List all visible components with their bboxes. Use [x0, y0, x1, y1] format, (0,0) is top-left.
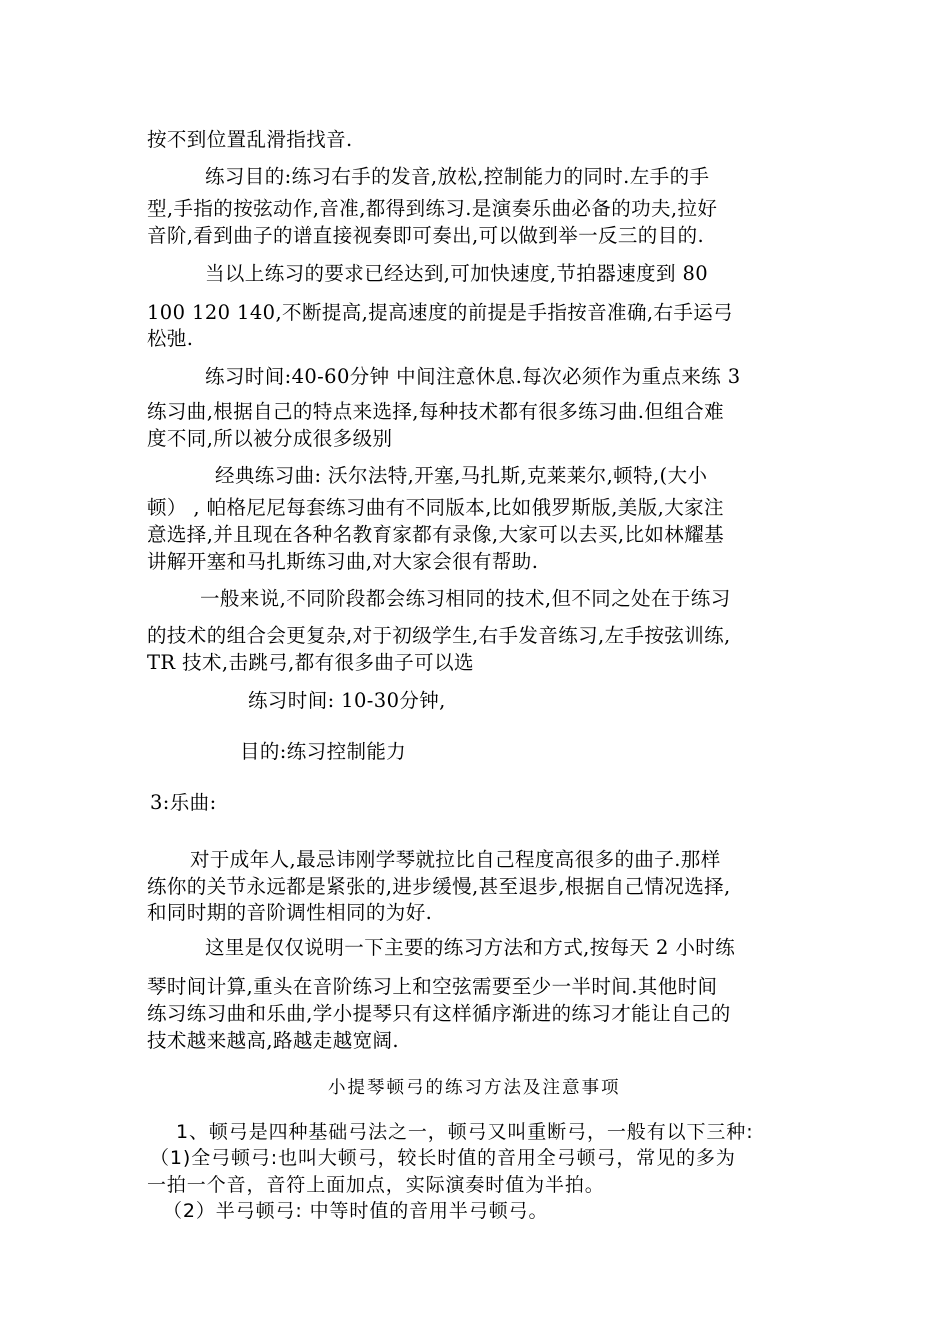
body-line: 当以上练习的要求已经达到,可加快速度,节拍器速度到 80 — [205, 262, 709, 285]
body-line: TR 技术,击跳弓,都有很多曲子可以选 — [147, 651, 474, 674]
bold-line: （1)全弓顿弓:也叫大顿弓，较长时值的音用全弓顿弓，常见的多为 — [150, 1147, 736, 1169]
body-line: 这里是仅仅说明一下主要的练习方法和方式,按每天 2 小时练 — [205, 936, 736, 959]
body-line: 练习时间: 10-30分钟, — [248, 689, 446, 712]
body-line: 练习曲,根据自己的特点来选择,每种技术都有很多练习曲.但组合难 — [147, 400, 724, 423]
body-line: 意选择,并且现在各种名教育家都有录像,大家可以去买,比如林耀基 — [147, 523, 724, 546]
body-line: 练你的关节永远都是紧张的,进步缓慢,甚至退步,根据自己情况选择, — [147, 875, 731, 898]
body-line: 音阶,看到曲子的谱直接视奏即可奏出,可以做到举一反三的目的. — [147, 224, 705, 247]
body-line: 讲解开塞和马扎斯练习曲,对大家会很有帮助. — [147, 550, 539, 573]
body-line: 琴时间计算,重头在音阶练习上和空弦需要至少一半时间.其他时间 — [147, 975, 718, 998]
body-line: 练习练习曲和乐曲,学小提琴只有这样循序渐进的练习才能让自己的 — [147, 1002, 731, 1025]
body-line: 按不到位置乱滑指找音. — [147, 128, 353, 151]
bold-line: （2）半弓顿弓: 中等时值的音用半弓顿弓。 — [163, 1200, 549, 1222]
body-line: 3:乐曲: — [150, 791, 217, 814]
body-line: 型,手指的按弦动作,音准,都得到练习.是演奏乐曲必备的功夫,拉好 — [147, 197, 718, 220]
bold-line: 一拍一个音，音符上面加点，实际演奏时值为半拍。 — [147, 1174, 605, 1196]
body-line: 经典练习曲: 沃尔法特,开塞,马扎斯,克莱莱尔,顿特,(大小 — [215, 464, 708, 487]
body-line: 目的:练习控制能力 — [240, 740, 407, 763]
body-line: 松弛. — [147, 327, 194, 350]
body-line: 练习目的:练习右手的发音,放松,控制能力的同时.左手的手 — [205, 165, 710, 188]
body-line: 技术越来越高,路越走越宽阔. — [147, 1029, 399, 1052]
body-line: 的技术的组合会更复杂,对于初级学生,右手发音练习,左手按弦训练, — [147, 624, 731, 647]
body-line: 一般来说,不同阶段都会练习相同的技术,但不同之处在于练习 — [200, 587, 731, 610]
body-line: 练习时间:40-60分钟 中间注意休息.每次必须作为重点来练 3 — [205, 365, 741, 388]
body-line: 和同时期的音阶调性相同的为好. — [147, 901, 433, 924]
section-title: 小提琴顿弓的练习方法及注意事项 — [328, 1078, 621, 1098]
body-line: 度不同,所以被分成很多级别 — [147, 427, 393, 450]
body-line: 顿） , 帕格尼尼每套练习曲有不同版本,比如俄罗斯版,美版,大家注 — [147, 496, 724, 519]
body-line: 100 120 140,不断提高,提高速度的前提是手指按音准确,右手运弓 — [147, 301, 734, 324]
bold-line: 1、顿弓是四种基础弓法之一，顿弓又叫重断弓，一般有以下三种: — [176, 1121, 754, 1143]
body-line: 对于成年人,最忌讳刚学琴就拉比自己程度高很多的曲子.那样 — [190, 848, 721, 871]
